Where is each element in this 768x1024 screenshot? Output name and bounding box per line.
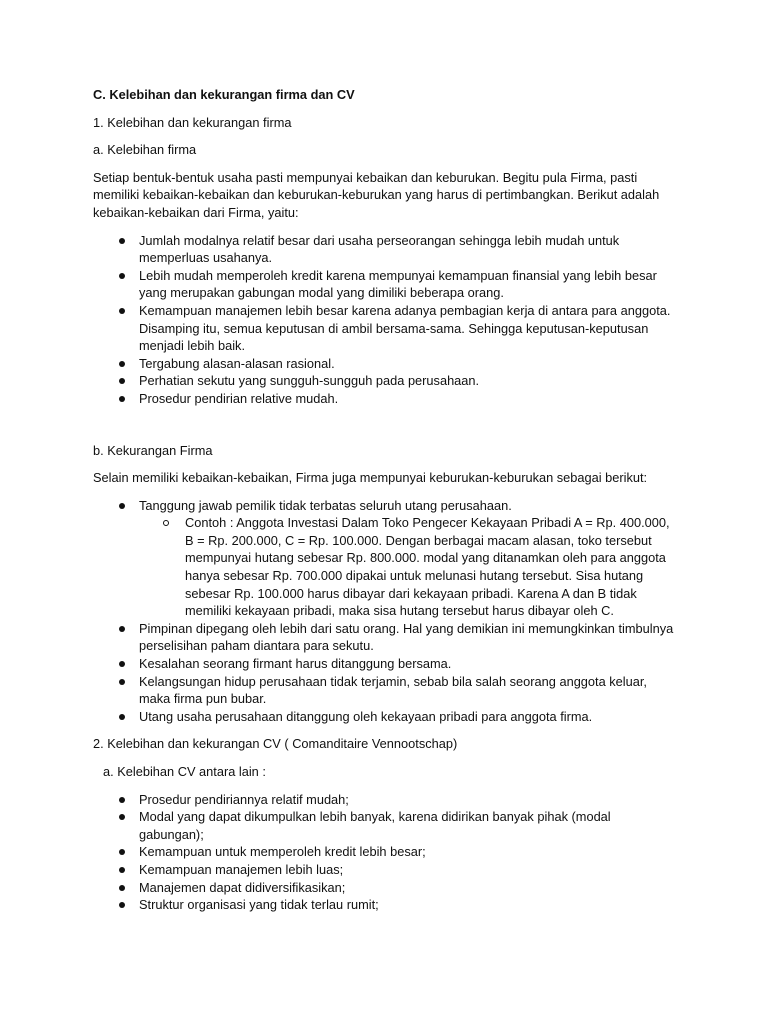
kelebihan-cv-list [93, 791, 676, 914]
list-item: Kemampuan manajemen lebih luas; [139, 861, 676, 879]
subsection-cv-title: 2. Kelebihan dan kekurangan CV ( Comanditaire Vennootschap) [93, 736, 458, 752]
kelebihan-cv-title: a. Kelebihan CV antara lain : [103, 764, 266, 779]
list-item: Modal yang dapat dikumpulkan lebih banyak, karena didirikan banyak pihak (modal gabungan); [139, 808, 676, 843]
section-heading: C. Kelebihan dan kekurangan firma dan CV [93, 87, 355, 102]
list-item: Utang usaha perusahaan ditanggung oleh kekayaan pribadi para anggota firma. [139, 708, 676, 726]
list-item: Kemampuan untuk memperoleh kredit lebih besar; [139, 843, 676, 861]
list-item: Lebih mudah memperoleh kredit karena mempunyai kemampuan finansial yang lebih besar yang merupakan gabungan modal yang dimiliki beberapa orang. [139, 267, 676, 302]
kelebihan-firma-intro: Setiap bentuk-bentuk usaha pasti mempunyai kebaikan dan keburukan. Begitu pula Firma, pasti memiliki kebaikan-kebaikan dan keburukan-keburukan yang harus di pertimbangkan. Berikut adalah kebaikan-kebaikan dari Firma, yaitu: [93, 169, 660, 220]
subsection-firma-title: 1. Kelebihan dan kekurangan firma [93, 114, 292, 130]
list-item: Kelangsungan hidup perusahaan tidak terjamin, sebab bila salah seorang anggota keluar, maka firma pun bubar. [139, 673, 676, 708]
list-item: Jumlah modalnya relatif besar dari usaha perseorangan sehingga lebih mudah untuk memperluas usahanya. [139, 232, 676, 267]
blank-line [93, 418, 676, 442]
example-sublist [139, 514, 676, 620]
kelebihan-firma-list [93, 232, 676, 408]
kekurangan-firma-list [93, 497, 676, 726]
list-item: Prosedur pendiriannya relatif mudah; [139, 791, 676, 809]
list-item: Struktur organisasi yang tidak terlau rumit; [139, 896, 676, 914]
list-item: Tergabung alasan-alasan rasional. [139, 355, 676, 373]
kekurangan-firma-intro: Selain memiliki kebaikan-kebaikan, Firma juga mempunyai keburukan-keburukan sebagai berikut: [93, 470, 648, 486]
list-item: Prosedur pendirian relative mudah. [139, 390, 676, 408]
list-item: Kemampuan manajemen lebih besar karena adanya pembagian kerja di antara para anggota. Disamping itu, semua keputusan di ambil bersama-sama. Sehingga keputusan-keputusan menjadi lebih baik. [139, 302, 676, 355]
list-item: Perhatian sekutu yang sungguh-sungguh pada perusahaan. [139, 372, 676, 390]
list-item: Pimpinan dipegang oleh lebih dari satu orang. Hal yang demikian ini memungkinkan timbulnya perselisihan paham diantara para sekutu. [139, 620, 676, 655]
kelebihan-firma-title: a. Kelebihan firma [93, 142, 197, 158]
list-item: Manajemen dapat didiversifikasikan; [139, 879, 676, 897]
example-item: Contoh : Anggota Investasi Dalam Toko Pengecer Kekayaan Pribadi A = Rp. 400.000, B = Rp. 200.000, C = Rp. 100.000. Dengan berbagai macam alasan, toko tersebut mempunyai hutang sebesar Rp. 800.000. modal yang ditanamkan oleh para anggota hanya sebesar Rp. 700.000 dipakai untuk melunasi hutang tersebut. Sisa hutang sebesar Rp. 100.000 harus dibayar dari kekayaan pribadi. Karena A dan B tidak memiliki kekayaan pribadi, maka sisa hutang tersebut harus dibayar oleh C. [185, 514, 676, 620]
list-item [139, 497, 676, 620]
list-item: Kesalahan seorang firmant harus ditanggung bersama. [139, 655, 676, 673]
kekurangan-firma-title: b. Kekurangan Firma [93, 442, 213, 458]
list-item-text: Tanggung jawab pemilik tidak terbatas seluruh utang perusahaan. [139, 497, 512, 513]
